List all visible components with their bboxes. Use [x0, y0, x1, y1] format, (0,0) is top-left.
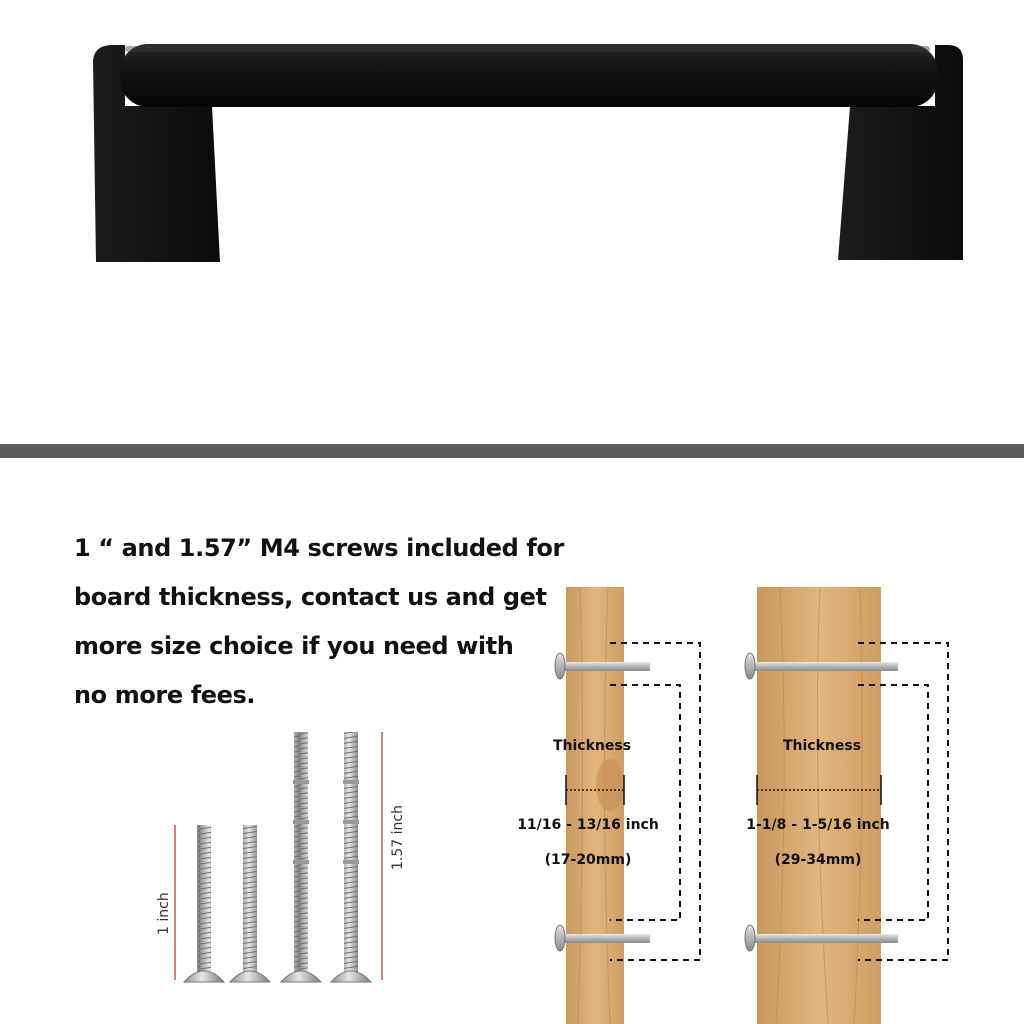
long-screw-label: 1.57 inch: [390, 805, 406, 870]
thickness-range-inch: 11/16 - 13/16 inch: [517, 817, 659, 833]
long-screw: [331, 732, 371, 982]
thickness-range-inch: 1-1/8 - 1-5/16 inch: [746, 817, 890, 833]
board-thick: [745, 587, 948, 1024]
boards-illustration: [500, 570, 970, 1024]
handle-bar: [120, 44, 938, 107]
board-thin: [517, 587, 700, 1024]
thickness-label: Thickness: [552, 738, 632, 754]
cabinet-handle-image: [0, 0, 1024, 300]
thickness-range-mm: (29-34mm): [774, 852, 862, 868]
section-divider: [0, 444, 1024, 458]
screw-description: [74, 524, 564, 720]
description-line: board thickness, contact us and get: [74, 583, 547, 611]
description-line: 1 “ and 1.57” M4 screws included for: [74, 534, 564, 562]
description-line: more size choice if you need with: [74, 632, 514, 660]
thickness-range-mm: (17-20mm): [544, 852, 632, 868]
thickness-label: Thickness: [782, 738, 862, 754]
short-screw-label: 1 inch: [156, 892, 172, 935]
screws-illustration: [140, 720, 420, 1000]
short-screw: [230, 825, 270, 982]
short-screw: [184, 825, 224, 982]
description-line: no more fees.: [74, 681, 256, 709]
long-screw: [281, 732, 321, 982]
